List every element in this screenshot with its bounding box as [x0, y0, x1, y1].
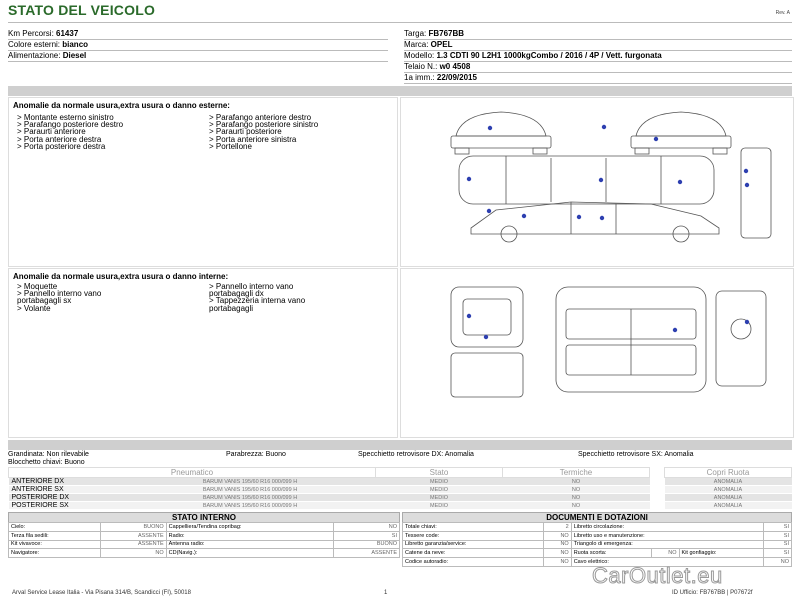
documenti-title: DOCUMENTI E DOTAZIONI	[402, 512, 792, 523]
section-bar	[8, 440, 792, 450]
car-interior-front-view	[451, 287, 523, 397]
tyre-copri-ruota: ANOMALIA	[665, 486, 792, 494]
divider	[8, 22, 792, 23]
field-label: CD(Navig.):	[166, 549, 333, 558]
field-value: ASSENTE	[100, 531, 166, 540]
exterior-damage-title: Anomalie da normale usura,extra usura o danno esterne:	[13, 101, 230, 110]
field-value: NO	[651, 549, 679, 558]
interior-damage-title: Anomalie da normale usura,extra usura o danno interne:	[13, 272, 229, 281]
table-row	[9, 486, 792, 494]
field-label: Triangolo di emergenza:	[571, 540, 763, 549]
damage-marker	[467, 177, 471, 181]
field-label: Terza fila sedili:	[9, 531, 101, 540]
tyre-position: POSTERIORE SX	[9, 502, 125, 510]
table-header-row	[9, 468, 792, 478]
list-item: > Parafango posteriore destro	[17, 120, 124, 130]
list-item: > Porta anteriore sinistra	[209, 134, 297, 144]
table-row	[9, 478, 792, 486]
footer-company: Arval Service Lease Italia - Via Pisana 314/B, Scandicci (FI), 50018	[12, 590, 191, 596]
damage-marker	[745, 320, 749, 324]
table-row	[9, 523, 400, 532]
damage-markers	[467, 125, 749, 220]
info-row-targa: Targa: FB767BB	[404, 29, 465, 38]
tyre-copri-ruota: ANOMALIA	[665, 502, 792, 510]
column-header: Copri Ruota	[665, 468, 792, 478]
interior-damage-text-panel	[8, 268, 398, 438]
interior-diagram-panel	[400, 268, 794, 438]
tyre-table	[8, 467, 792, 510]
tyre-termiche: NO	[503, 486, 650, 494]
tyre-position: ANTERIORE SX	[9, 486, 125, 494]
tyre-model: BARUM VANIS 195/60 R16 000/099 H	[125, 494, 376, 502]
divider	[404, 39, 792, 40]
list-item: > Porta anteriore destra	[17, 134, 102, 144]
list-item: > Parafango anteriore destro	[209, 113, 312, 122]
info-row-telaio: Telaio N.: w0 4508	[404, 62, 471, 71]
field-value: SI	[763, 531, 791, 540]
tyre-copri-ruota: ANOMALIA	[665, 478, 792, 486]
divider	[8, 61, 388, 62]
info-row-colore: Colore esterni: bianco	[8, 40, 89, 49]
tyre-copri-ruota: ANOMALIA	[665, 494, 792, 502]
info-row-immatricolazione: 1a imm.: 22/09/2015	[404, 73, 477, 82]
field-value: NO	[543, 558, 571, 567]
car-dashboard-view	[716, 291, 766, 386]
revision-label: Rev. A	[775, 10, 790, 16]
footer-doc-id: ID Ufficio: FB767BB | P07672f	[672, 590, 753, 596]
list-item: portabagagli	[209, 303, 254, 313]
table-row	[9, 531, 400, 540]
table-row	[9, 494, 792, 502]
field-label: Cappelliera/Tendina copribag:	[166, 523, 333, 532]
damage-marker	[600, 216, 604, 220]
interior-car-diagram	[401, 269, 793, 437]
tyre-stato: MEDIO	[376, 502, 503, 510]
field-value: SI	[763, 523, 791, 532]
blocchetto-status: Blocchetto chiavi: Buono	[8, 459, 85, 466]
list-item: > Volante	[17, 303, 51, 313]
exterior-diagram-panel	[400, 97, 794, 267]
field-value: NO	[333, 523, 399, 532]
field-label: Ruota scorta:	[571, 549, 651, 558]
damage-marker	[744, 169, 748, 173]
field-label: Antenna radio:	[166, 540, 333, 549]
stato-interno-title: STATO INTERNO	[8, 512, 400, 523]
list-item: > Moquette	[17, 282, 58, 291]
field-label: Kit gonfiaggio:	[679, 549, 763, 558]
list-item: > Portellone	[209, 141, 252, 151]
page-title: STATO DEL VEICOLO	[8, 2, 156, 18]
specchio-dx-status: Specchietto retrovisore DX: Anomalia	[358, 451, 474, 458]
field-value: NO	[763, 558, 791, 567]
damage-marker	[745, 183, 749, 187]
damage-markers	[467, 314, 749, 339]
field-label: Catene da neve:	[403, 549, 544, 558]
tyre-position: ANTERIORE DX	[9, 478, 125, 486]
footer-page-number: 1	[384, 590, 388, 596]
field-value: NO	[100, 549, 166, 558]
table-row	[403, 540, 792, 549]
interior-damage-list-2	[209, 283, 305, 312]
field-value: SI	[763, 540, 791, 549]
watermark-logo: CarOutlet.eu	[592, 563, 723, 588]
field-value: ASSENTE	[100, 540, 166, 549]
stato-interno-table	[8, 522, 400, 558]
damage-marker	[522, 214, 526, 218]
damage-marker	[602, 125, 606, 129]
list-item: > Pannello interno vano	[17, 289, 102, 299]
car-side-view	[471, 202, 719, 242]
car-front-view	[451, 112, 551, 154]
field-label: Totale chiavi:	[403, 523, 544, 532]
divider	[404, 83, 792, 84]
field-label: Cavo elettrico:	[571, 558, 763, 567]
field-label: Libretto uso e manutenzione:	[571, 531, 763, 540]
section-bar	[8, 86, 792, 96]
damage-marker	[577, 215, 581, 219]
car-rear-view	[631, 112, 731, 154]
exterior-car-diagram	[401, 98, 793, 266]
car-interior-top-view	[556, 287, 706, 392]
field-value: SI	[333, 531, 399, 540]
damage-marker	[673, 328, 677, 332]
damage-marker	[488, 126, 492, 130]
info-row-modello: Modello: 1.3 CDTI 90 L2H1 1000kgCombo / 2016 / 4P / Vett. furgonata	[404, 51, 662, 60]
field-label: Kit vivavoce:	[9, 540, 101, 549]
tyre-termiche: NO	[503, 478, 650, 486]
list-item: > Paraurti posteriore	[209, 127, 282, 137]
field-value: NO	[543, 540, 571, 549]
damage-marker	[484, 335, 488, 339]
field-value: BUONO	[100, 523, 166, 532]
tyre-stato: MEDIO	[376, 494, 503, 502]
table-row	[403, 531, 792, 540]
damage-marker	[678, 180, 682, 184]
tyre-model: BARUM VANIS 195/60 R16 000/099 H	[125, 478, 376, 486]
damage-marker	[654, 137, 658, 141]
exterior-damage-list-2	[209, 114, 318, 150]
table-row	[403, 523, 792, 532]
list-item: > Tappezzeria interna vano	[209, 296, 306, 306]
damage-marker	[599, 178, 603, 182]
interior-damage-list-1	[17, 283, 101, 312]
grandinata-status: Grandinata: Non rilevabile	[8, 451, 89, 458]
table-row	[9, 502, 792, 510]
damage-marker	[467, 314, 471, 318]
field-label: Libretto garanzia/service:	[403, 540, 544, 549]
field-value: NO	[543, 549, 571, 558]
field-label: Radio:	[166, 531, 333, 540]
field-value: SI	[763, 549, 791, 558]
list-item: > Pannello interno vano	[209, 282, 294, 291]
column-header: Stato	[376, 468, 503, 478]
tyre-termiche: NO	[503, 494, 650, 502]
tyre-model: BARUM VANIS 195/60 R16 000/099 H	[125, 502, 376, 510]
field-value: ASSENTE	[333, 549, 399, 558]
field-label: Navigatore:	[9, 549, 101, 558]
list-item: portabagagli dx	[209, 289, 264, 299]
info-row-marca: Marca: OPEL	[404, 40, 453, 49]
door-detail-view	[741, 148, 771, 238]
list-item: > Montante esterno sinistro	[17, 113, 114, 122]
table-row	[403, 549, 792, 558]
field-value: NO	[543, 531, 571, 540]
car-top-view	[459, 156, 714, 204]
field-label: Codice autoradio:	[403, 558, 544, 567]
list-item: > Parafango posteriore sinistro	[209, 120, 319, 130]
exterior-damage-list-1	[17, 114, 123, 150]
specchio-sx-status: Specchietto retrovisore SX: Anomalia	[578, 451, 694, 458]
list-item: > Porta posteriore destra	[17, 141, 106, 151]
tyre-stato: MEDIO	[376, 486, 503, 494]
column-header: Termiche	[503, 468, 650, 478]
tyre-model: BARUM VANIS 195/60 R16 000/099 H	[125, 486, 376, 494]
tyre-stato: MEDIO	[376, 478, 503, 486]
field-value: 2	[543, 523, 571, 532]
tyre-termiche: NO	[503, 502, 650, 510]
damage-marker	[487, 209, 491, 213]
field-value: BUONO	[333, 540, 399, 549]
column-header: Pneumatico	[9, 468, 376, 478]
field-label: Cielo:	[9, 523, 101, 532]
table-row	[9, 540, 400, 549]
field-label: Libretto circolazione:	[571, 523, 763, 532]
exterior-damage-text-panel	[8, 97, 398, 267]
list-item: > Paraurti anteriore	[17, 127, 86, 137]
list-item: portabagagli sx	[17, 296, 72, 306]
parabrezza-status: Parabrezza: Buono	[226, 451, 286, 458]
documenti-table	[402, 522, 792, 567]
field-label: Tessere code:	[403, 531, 544, 540]
info-row-km: Km Percorsi: 61437	[8, 29, 79, 38]
info-row-alimentazione: Alimentazione: Diesel	[8, 51, 87, 60]
table-row	[9, 549, 400, 558]
tyre-position: POSTERIORE DX	[9, 494, 125, 502]
